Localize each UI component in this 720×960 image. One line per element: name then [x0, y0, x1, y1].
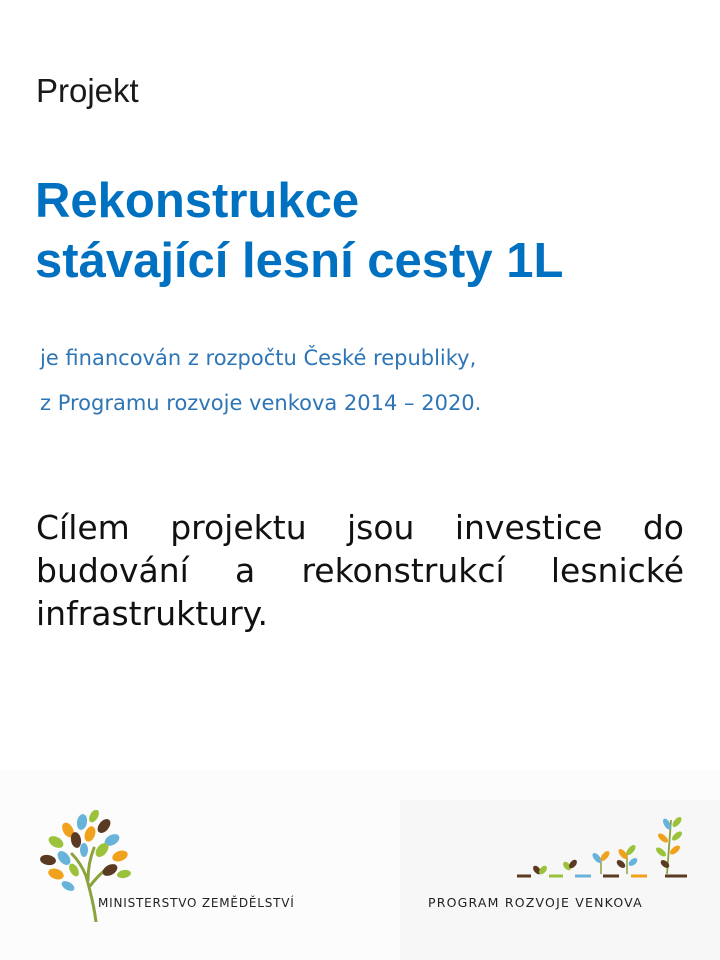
ministry-logo [38, 810, 308, 940]
program-logo-text: PROGRAM ROZVOJE VENKOVA [428, 895, 643, 910]
funding-statement [40, 336, 481, 426]
project-title [35, 171, 705, 291]
funding-line-1: je financován z rozpočtu České republiky, [40, 346, 477, 370]
project-title-line-2: stávající lesní cesty 1L [35, 234, 564, 288]
project-title-line-1: Rekonstrukce [35, 174, 360, 228]
footer-logos [0, 770, 720, 960]
funding-line-2: z Programu rozvoje venkova 2014 – 2020. [40, 391, 482, 415]
program-logo [425, 810, 695, 940]
sprouts-icon [515, 814, 695, 882]
ministry-logo-text: MINISTERSTVO ZEMĚDĚLSTVÍ [98, 896, 295, 910]
eyebrow-label: Projekt [36, 72, 139, 109]
project-goal: Cílem projektu jsou investice do budování a rekonstrukcí lesnické infrastruktury. [36, 508, 684, 633]
